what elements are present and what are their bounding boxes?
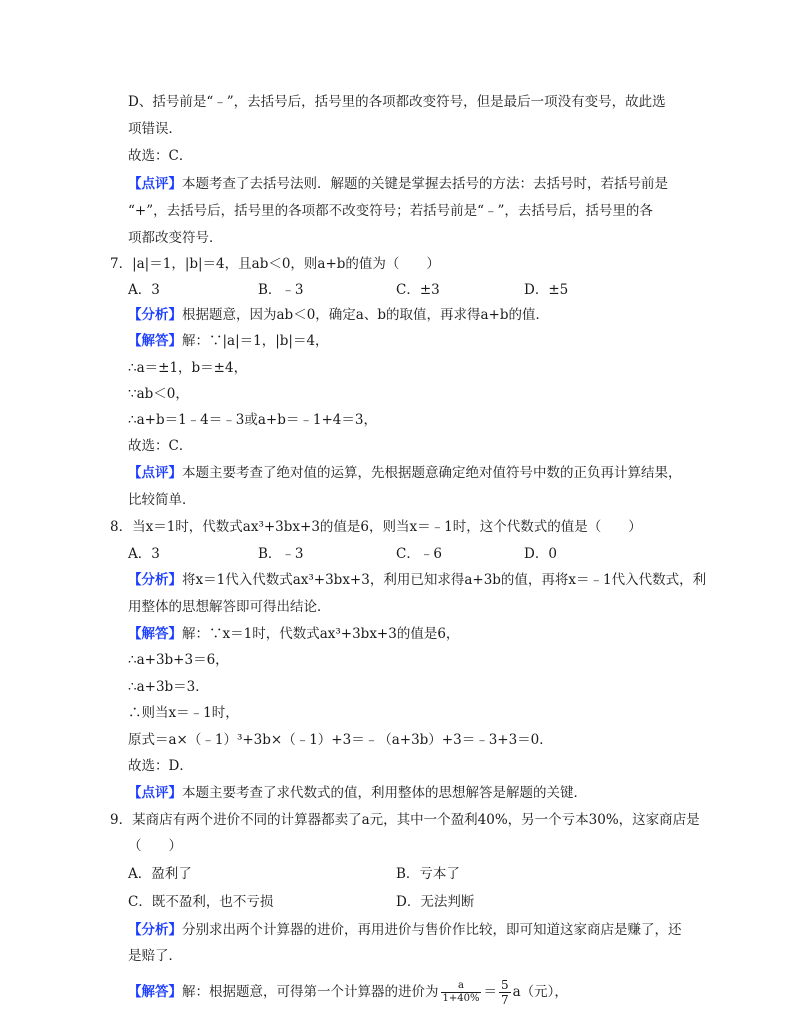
q9-analysis-line2: 是赔了．	[128, 948, 182, 964]
comment-tag: 【点评】	[128, 176, 182, 192]
d-option-line2: 项错误．	[128, 121, 182, 137]
q8-stem: 8．当x＝1时，代数式ax³+3bx+3的值是6，则当x＝﹣1时，这个代数式的值是（ ）	[110, 519, 642, 535]
q8-analysis-line1	[128, 570, 706, 590]
q9-option-b: B．亏本了	[396, 866, 460, 882]
q8-solution-line1	[128, 624, 459, 644]
solution-text: 解：∵|a|＝1，|b|＝4，	[182, 333, 329, 349]
q8-option-a: A．3	[128, 546, 160, 562]
analysis-tag: 【分析】	[128, 572, 182, 588]
q9-stem-line2: （ ）	[128, 838, 182, 854]
q7-option-c: C．±3	[396, 282, 440, 298]
q8-solution-line5: 原式＝a×（﹣1）³+3b×（﹣1）+3＝﹣（a+3b）+3＝﹣3+3＝0．	[128, 732, 553, 748]
q7-solution-line2: ∴a＝±1，b＝±4，	[128, 360, 248, 376]
fraction-5-over-7	[499, 978, 511, 1007]
q8-solution-line4: ∴则当x＝﹣1时，	[128, 705, 239, 721]
prev-comment-line1	[128, 174, 668, 194]
prev-comment-line3: 项都改变符号．	[128, 230, 223, 246]
q9-solution-line1	[128, 976, 568, 1008]
prev-answer: 故选：C．	[128, 148, 193, 164]
prev-comment-line2: “+”，去括号后，括号里的各项都不改变符号；若括号前是“﹣”，去括号后，括号里的各	[128, 203, 653, 219]
q8-option-c: C．﹣6	[396, 546, 442, 562]
q8-solution-line6: 故选：D．	[128, 758, 193, 774]
solution-text: 解：根据题意，可得第一个计算器的进价为	[182, 984, 439, 1000]
q8-option-d: D．0	[524, 546, 557, 562]
q7-solution-line5: 故选：C．	[128, 438, 193, 454]
q7-comment-line2: 比较简单．	[128, 492, 196, 508]
q7-solution-line3: ∵ab＜0，	[128, 386, 189, 402]
q8-analysis-line2: 用整体的思想解答即可得出结论．	[128, 599, 331, 615]
q7-solution-line1	[128, 331, 329, 351]
q8-comment	[128, 783, 587, 803]
analysis-text: 分别求出两个计算器的进价，再用进价与售价作比较，即可知道这家商店是赚了，还	[182, 922, 682, 938]
analysis-text: 根据题意，因为ab＜0，确定a、b的取值，再求得a+b的值．	[182, 307, 549, 323]
comment-tag: 【点评】	[128, 465, 182, 481]
q7-option-d: D．±5	[524, 282, 569, 298]
solution-tag: 【解答】	[128, 333, 182, 349]
q7-solution-line4: ∴a+b＝1﹣4＝﹣3或a+b＝﹣1+4＝3，	[128, 412, 377, 428]
q7-stem: 7．|a|＝1，|b|＝4，且ab＜0，则a+b的值为（ ）	[110, 256, 440, 272]
solution-tag: 【解答】	[128, 626, 182, 642]
q7-comment-line1	[128, 463, 682, 483]
fraction-numerator: a	[441, 980, 482, 993]
q9-option-c: C．既不盈利，也不亏损	[128, 894, 274, 910]
q8-option-b: B．﹣3	[258, 546, 304, 562]
analysis-text: 将x＝1代入代数式ax³+3bx+3，利用已知求得a+3b的值，再将x＝﹣1代入代数式，利	[182, 572, 707, 588]
fraction-denominator: 1+40%	[442, 993, 480, 1004]
fraction-numerator: 5	[500, 978, 509, 992]
fraction-denominator: 7	[500, 993, 509, 1007]
solution-suffix: a（元），	[512, 984, 568, 1000]
q9-analysis-line1	[128, 920, 682, 940]
comment-tag: 【点评】	[128, 785, 182, 801]
d-option-line1: D、括号前是“﹣”，去括号后，括号里的各项都改变符号，但是最后一项没有变号，故此选	[128, 94, 666, 110]
q9-option-d: D．无法判断	[396, 894, 475, 910]
fraction-a-over-140	[441, 980, 482, 1005]
q7-analysis	[128, 305, 549, 325]
q7-option-a: A．3	[128, 282, 160, 298]
q9-stem-line1: 9．某商店有两个进价不同的计算器都卖了a元，其中一个盈利40%，另一个亏本30%，这家商店是	[110, 812, 700, 828]
solution-tag: 【解答】	[128, 984, 182, 1000]
analysis-tag: 【分析】	[128, 307, 182, 323]
comment-text: 本题考查了去括号法则．解题的关键是掌握去括号的方法：去括号时，若括号前是	[182, 176, 668, 192]
solution-text: 解：∵x＝1时，代数式ax³+3bx+3的值是6，	[182, 626, 460, 642]
comment-text: 本题主要考查了绝对值的运算，先根据题意确定绝对值符号中数的正负再计算结果，	[182, 465, 682, 481]
comment-text: 本题主要考查了求代数式的值，利用整体的思想解答是解题的关键．	[182, 785, 587, 801]
equals-sign: ＝	[483, 984, 497, 1000]
q7-option-b: B．﹣3	[258, 282, 304, 298]
analysis-tag: 【分析】	[128, 922, 182, 938]
q8-solution-line2: ∴a+3b+3＝6，	[128, 652, 229, 668]
q9-option-a: A．盈利了	[128, 866, 192, 882]
q8-solution-line3: ∴a+3b＝3．	[128, 679, 209, 695]
